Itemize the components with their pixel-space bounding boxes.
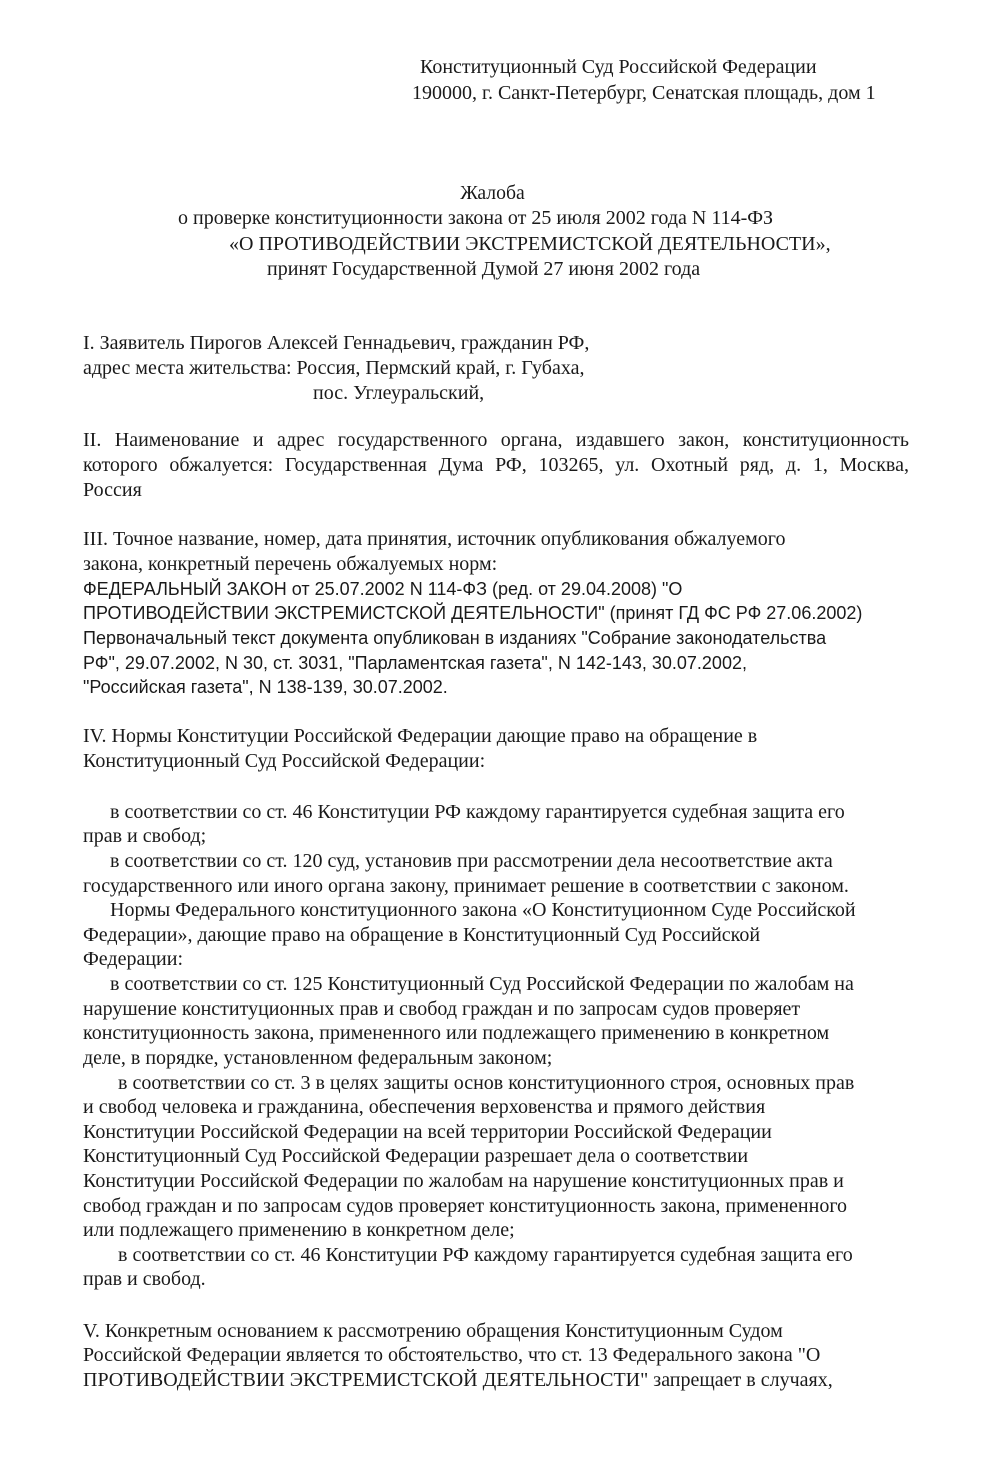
section-4-fkz-line: Нормы Федерального конституционного закона «О Конституционном Суде Российской (110, 899, 856, 921)
section-4-art3-line: в соответствии со ст. 3 в целях защиты основ конституционного строя, основных прав (118, 1072, 855, 1094)
section-1-address: адрес места жительства: Россия, Пермский край, г. Губаха, (83, 357, 585, 379)
section-4-art46-line-cont: прав и свобод; (83, 825, 207, 847)
document-subtitle-law-name: «О ПРОТИВОДЕЙСТВИИ ЭКСТРЕМИСТСКОЙ ДЕЯТЕЛЬНОСТИ», (229, 233, 831, 255)
section-4-line-1: IV. Нормы Конституции Российской Федерации дающие право на обращение в (83, 725, 758, 747)
section-4-fkz-line-cont: Федерации», дающие право на обращение в Конституционный Суд Российской (83, 924, 761, 946)
section-2-line-1: II. Наименование и адрес государственного органа, издавшего закон, конституционность (83, 429, 909, 451)
document-title: Жалоба (460, 182, 525, 204)
section-1-address-cont: пос. Углеуральский, (313, 382, 485, 404)
section-4-art46-line: в соответствии со ст. 46 Конституции РФ каждому гарантируется судебная защита его (110, 801, 845, 823)
section-2-line-3: Россия (83, 479, 142, 501)
document-subtitle-line1: о проверке конституционности закона от 25 июля 2002 года N 114-ФЗ (178, 207, 774, 229)
section-4-art46-repeat-cont: прав и свобод. (83, 1268, 206, 1290)
section-4-art3-line-2: и свобод человека и гражданина, обеспечения верховенства и прямого действия (83, 1096, 766, 1118)
section-4-art46-repeat-line: в соответствии со ст. 46 Конституции РФ каждому гарантируется судебная защита его (118, 1244, 853, 1266)
section-4-art125-line-3: конституционность закона, примененного или подлежащего применению в конкретном (83, 1022, 830, 1044)
section-5-line-2: Российской Федерации является то обстоятельство, что ст. 13 Федерального закона "О (83, 1344, 821, 1366)
section-4-art120-line: в соответствии со ст. 120 суд, установив при рассмотрении дела несоответствие акта (110, 850, 833, 872)
section-4-art3-line-7: или подлежащего применению в конкретном деле; (83, 1219, 515, 1241)
section-1-applicant: I. Заявитель Пирогов Алексей Геннадьевич, гражданин РФ, (83, 332, 590, 354)
addressee-court-name: Конституционный Суд Российской Федерации (420, 56, 817, 78)
section-3-line-1: III. Точное название, номер, дата принятия, источник опубликования обжалуемого (83, 528, 786, 550)
section-4-art3-line-3: Конституции Российской Федерации на всей территории Российской Федерации (83, 1121, 772, 1143)
document-subtitle-adoption: принят Государственной Думой 27 июня 2002 года (267, 258, 701, 280)
section-5-line-1: V. Конкретным основанием к рассмотрению обращения Конституционным Судом (83, 1320, 783, 1342)
section-5-line-3: ПРОТИВОДЕЙСТВИИ ЭКСТРЕМИСТСКОЙ ДЕЯТЕЛЬНОСТИ" запрещает в случаях, (83, 1369, 833, 1391)
section-3-publication-end: "Российская газета", N 138-139, 30.07.2002. (83, 677, 448, 697)
section-4-line-2: Конституционный Суд Российской Федерации: (83, 750, 486, 772)
section-4-art3-line-6: свобод граждан и по запросам судов проверяет конституционность закона, примененного (83, 1195, 848, 1217)
section-4-art3-line-4: Конституционный Суд Российской Федерации разрешает дела о соответствии (83, 1145, 749, 1167)
section-3-publication-cont: РФ", 29.07.2002, N 30, ст. 3031, "Парламентская газета", N 142-143, 30.07.2002, (83, 653, 747, 673)
addressee-court-address: 190000, г. Санкт-Петербург, Сенатская площадь, дом 1 (412, 82, 876, 104)
section-4-art120-line-cont: государственного или иного органа закону, принимает решение в соответствии с законом. (83, 875, 849, 897)
section-4-fkz-line-end: Федерации: (83, 948, 184, 970)
section-4-art125-line-2: нарушение конституционных прав и свобод граждан и по запросам судов проверяет (83, 998, 801, 1020)
section-3-line-2: закона, конкретный перечень обжалуемых норм: (83, 553, 498, 575)
section-3-publication: Первоначальный текст документа опубликован в изданиях "Собрание законодательства (83, 628, 827, 648)
section-4-art125-line-4: деле, в порядке, установленном федеральным законом; (83, 1047, 553, 1069)
section-4-art125-line: в соответствии со ст. 125 Конституционный Суд Российской Федерации по жалобам на (110, 973, 854, 995)
section-3-law-reference: ФЕДЕРАЛЬНЫЙ ЗАКОН от 25.07.2002 N 114-ФЗ (ред. от 29.04.2008) "О (83, 579, 683, 599)
section-2-line-2: которого обжалуется: Государственная Дума РФ, 103265, ул. Охотный ряд, д. 1, Москва, (83, 454, 909, 476)
section-3-law-reference-cont: ПРОТИВОДЕЙСТВИИ ЭКСТРЕМИСТСКОЙ ДЕЯТЕЛЬНОСТИ" (принят ГД ФС РФ 27.06.2002) (83, 603, 863, 623)
section-4-art3-line-5: Конституции Российской Федерации по жалобам на нарушение конституционных прав и (83, 1170, 844, 1192)
